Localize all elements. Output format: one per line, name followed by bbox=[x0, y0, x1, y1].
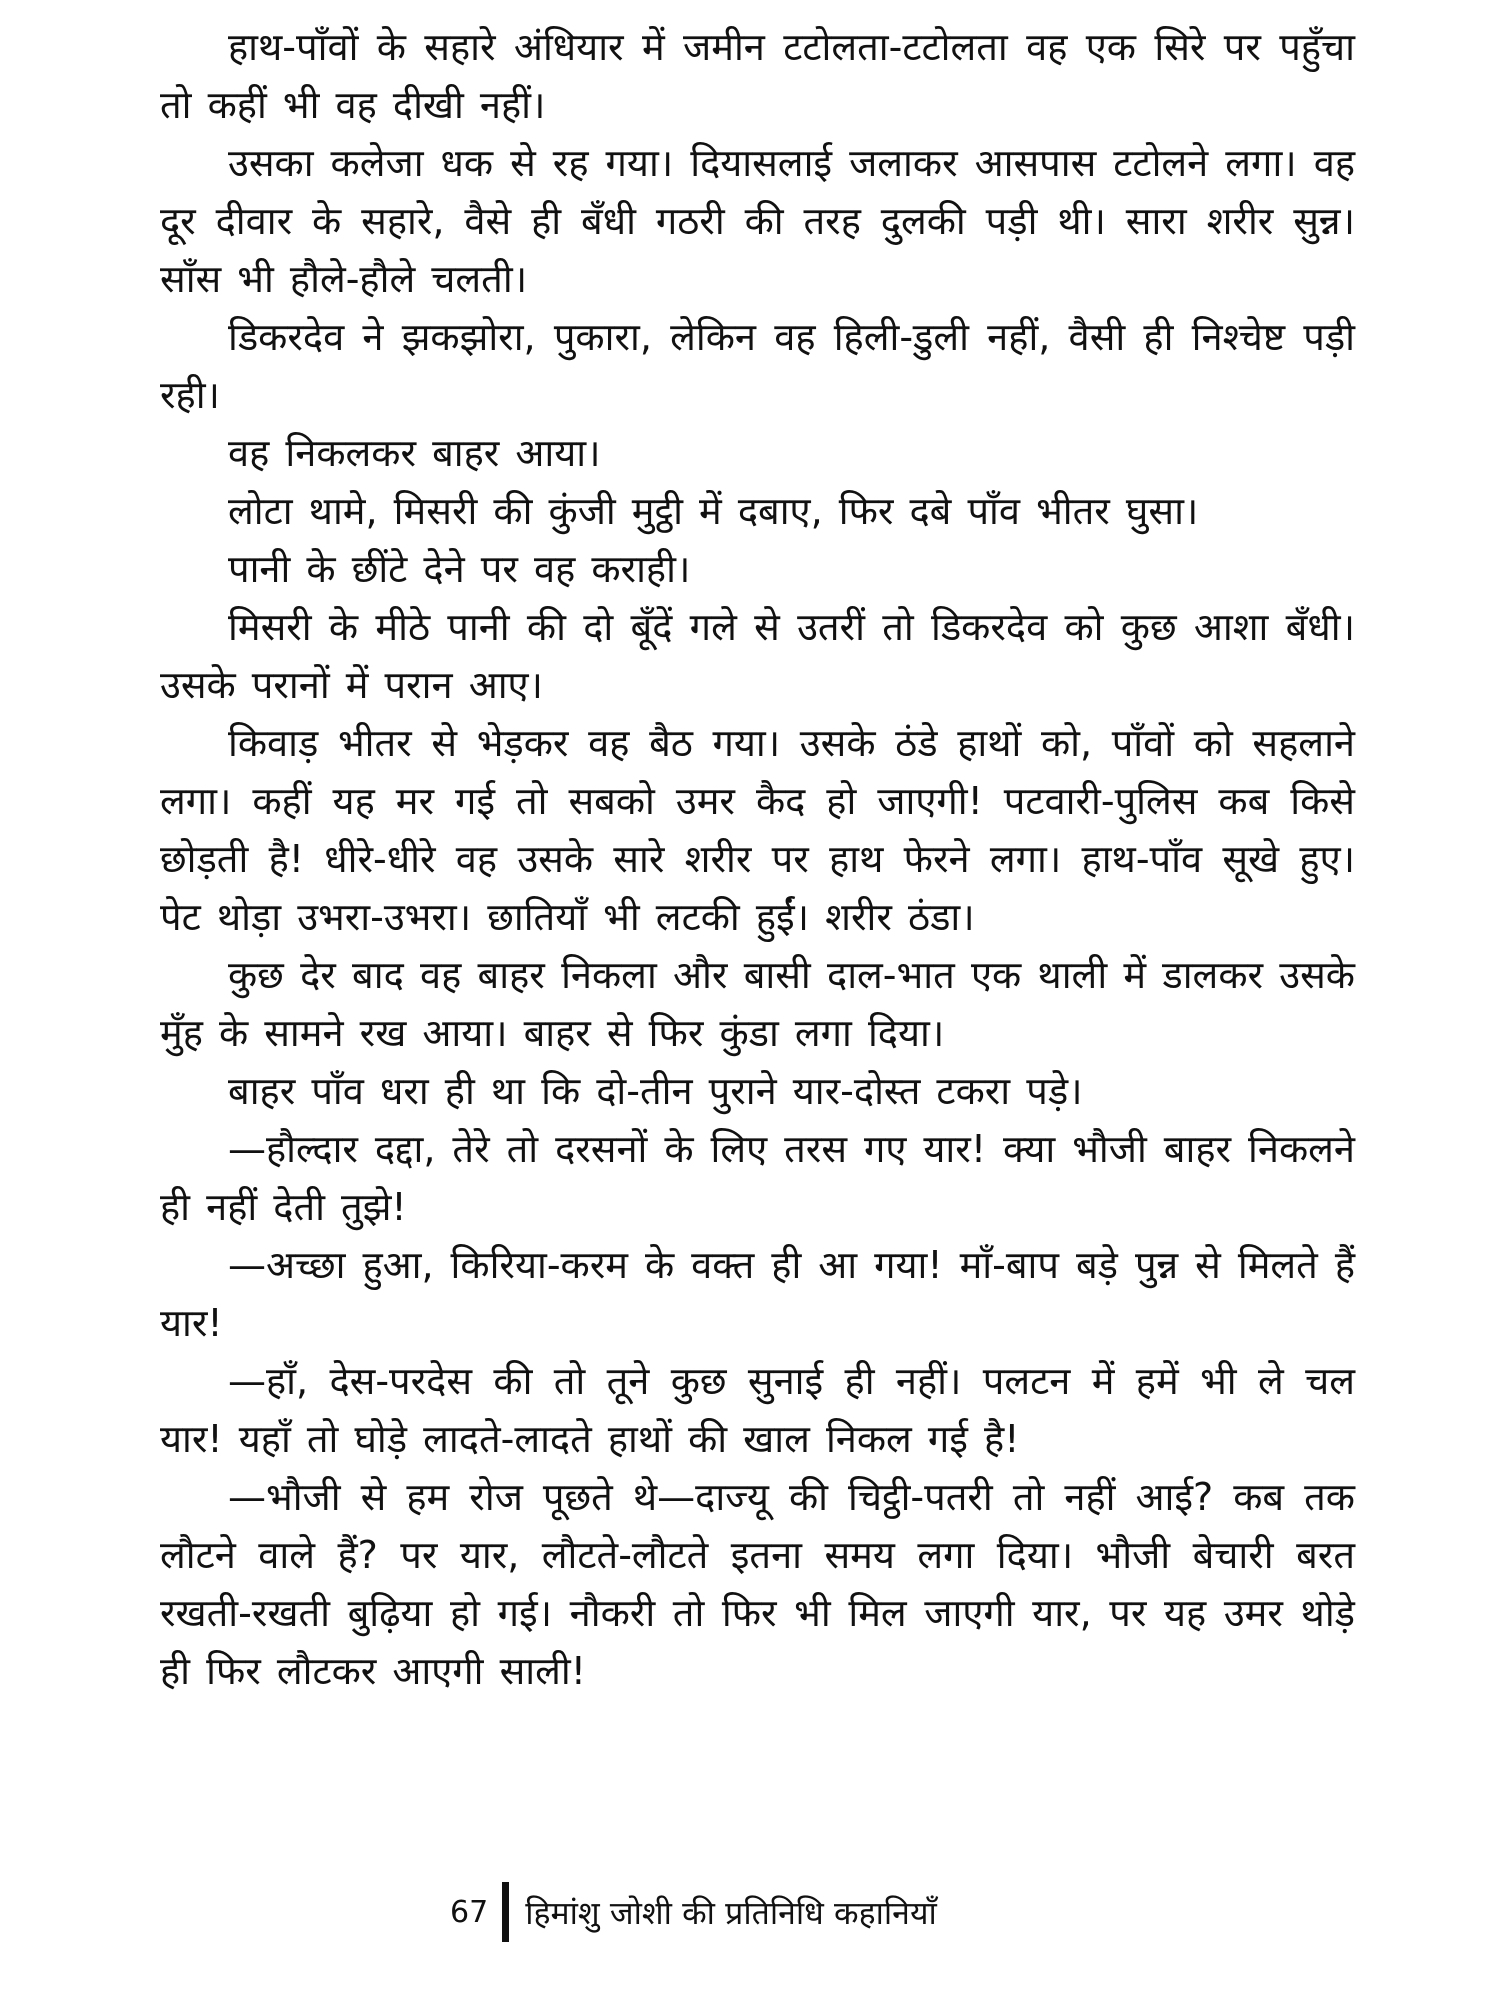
paragraph-1: हाथ-पाँवों के सहारे अंधियार में जमीन टटोलता-टटोलता वह एक सिरे पर पहुँचा तो कहीं भी वह दीखी नहीं। bbox=[160, 25, 1355, 127]
book-title: हिमांशु जोशी की प्रतिनिधि कहानियाँ bbox=[525, 1893, 937, 1932]
paragraph-7: मिसरी के मीठे पानी की दो बूँदें गले से उतरीं तो डिकरदेव को कुछ आशा बँधी। उसके परानों में परान आए। bbox=[160, 605, 1355, 707]
page-footer bbox=[450, 1882, 937, 1942]
paragraph-10: बाहर पाँव धरा ही था कि दो-तीन पुराने यार-दोस्त टकरा पड़े। bbox=[228, 1069, 1083, 1113]
paragraph-14: —भौजी से हम रोज पूछते थे—दाज्यू की चिट्ठी-पतरी तो नहीं आई? कब तक लौटने वाले हैं? पर यार, लौटते-लौटते इतना समय लगा दिया। भौजी बेचारी बरत रखती-रखती बुढ़िया हो गई। नौकरी तो फिर भी मिल जाएगी यार, पर यह उमर थोड़े ही फिर लौटकर आएगी साली! bbox=[160, 1475, 1355, 1693]
paragraph-4: वह निकलकर बाहर आया। bbox=[228, 431, 601, 475]
paragraph-8: किवाड़ भीतर से भेड़कर वह बैठ गया। उसके ठंडे हाथों को, पाँवों को सहलाने लगा। कहीं यह मर गई तो सबको उमर कैद हो जाएगी! पटवारी-पुलिस कब किसे छोड़ती है! धीरे-धीरे वह उसके सारे शरीर पर हाथ फेरने लगा। हाथ-पाँव सूखे हुए। पेट थोड़ा उभरा-उभरा। छातियाँ भी लटकी हुईं। शरीर ठंडा। bbox=[160, 721, 1355, 939]
paragraph-11: —हौल्दार दद्दा, तेरे तो दरसनों के लिए तरस गए यार! क्या भौजी बाहर निकलने ही नहीं देती तुझे! bbox=[160, 1127, 1355, 1229]
paragraph-13: —हाँ, देस-परदेस की तो तूने कुछ सुनाई ही नहीं। पलटन में हमें भी ले चल यार! यहाँ तो घोड़े लादते-लादते हाथों की खाल निकल गई है! bbox=[160, 1359, 1355, 1461]
page-number: 67 bbox=[450, 1894, 489, 1930]
paragraph-5: लोटा थामे, मिसरी की कुंजी मुट्ठी में दबाए, फिर दबे पाँव भीतर घुसा। bbox=[228, 489, 1199, 533]
story-text bbox=[160, 18, 1355, 1700]
paragraph-3: डिकरदेव ने झकझोरा, पुकारा, लेकिन वह हिली-डुली नहीं, वैसी ही निश्चेष्ट पड़ी रही। bbox=[160, 315, 1355, 417]
paragraph-2: उसका कलेजा धक से रह गया। दियासलाई जलाकर आसपास टटोलने लगा। वह दूर दीवार के सहारे, वैसे ही बँधी गठरी की तरह दुलकी पड़ी थी। सारा शरीर सुन्न। साँस भी हौले-हौले चलती। bbox=[160, 141, 1355, 301]
paragraph-6: पानी के छींटे देने पर वह कराही। bbox=[228, 547, 691, 591]
footer-divider bbox=[502, 1882, 509, 1942]
paragraph-9: कुछ देर बाद वह बाहर निकला और बासी दाल-भात एक थाली में डालकर उसके मुँह के सामने रख आया। बाहर से फिर कुंडा लगा दिया। bbox=[160, 953, 1355, 1055]
paragraph-12: —अच्छा हुआ, किरिया-करम के वक्त ही आ गया! माँ-बाप बड़े पुन्न से मिलते हैं यार! bbox=[160, 1243, 1355, 1345]
